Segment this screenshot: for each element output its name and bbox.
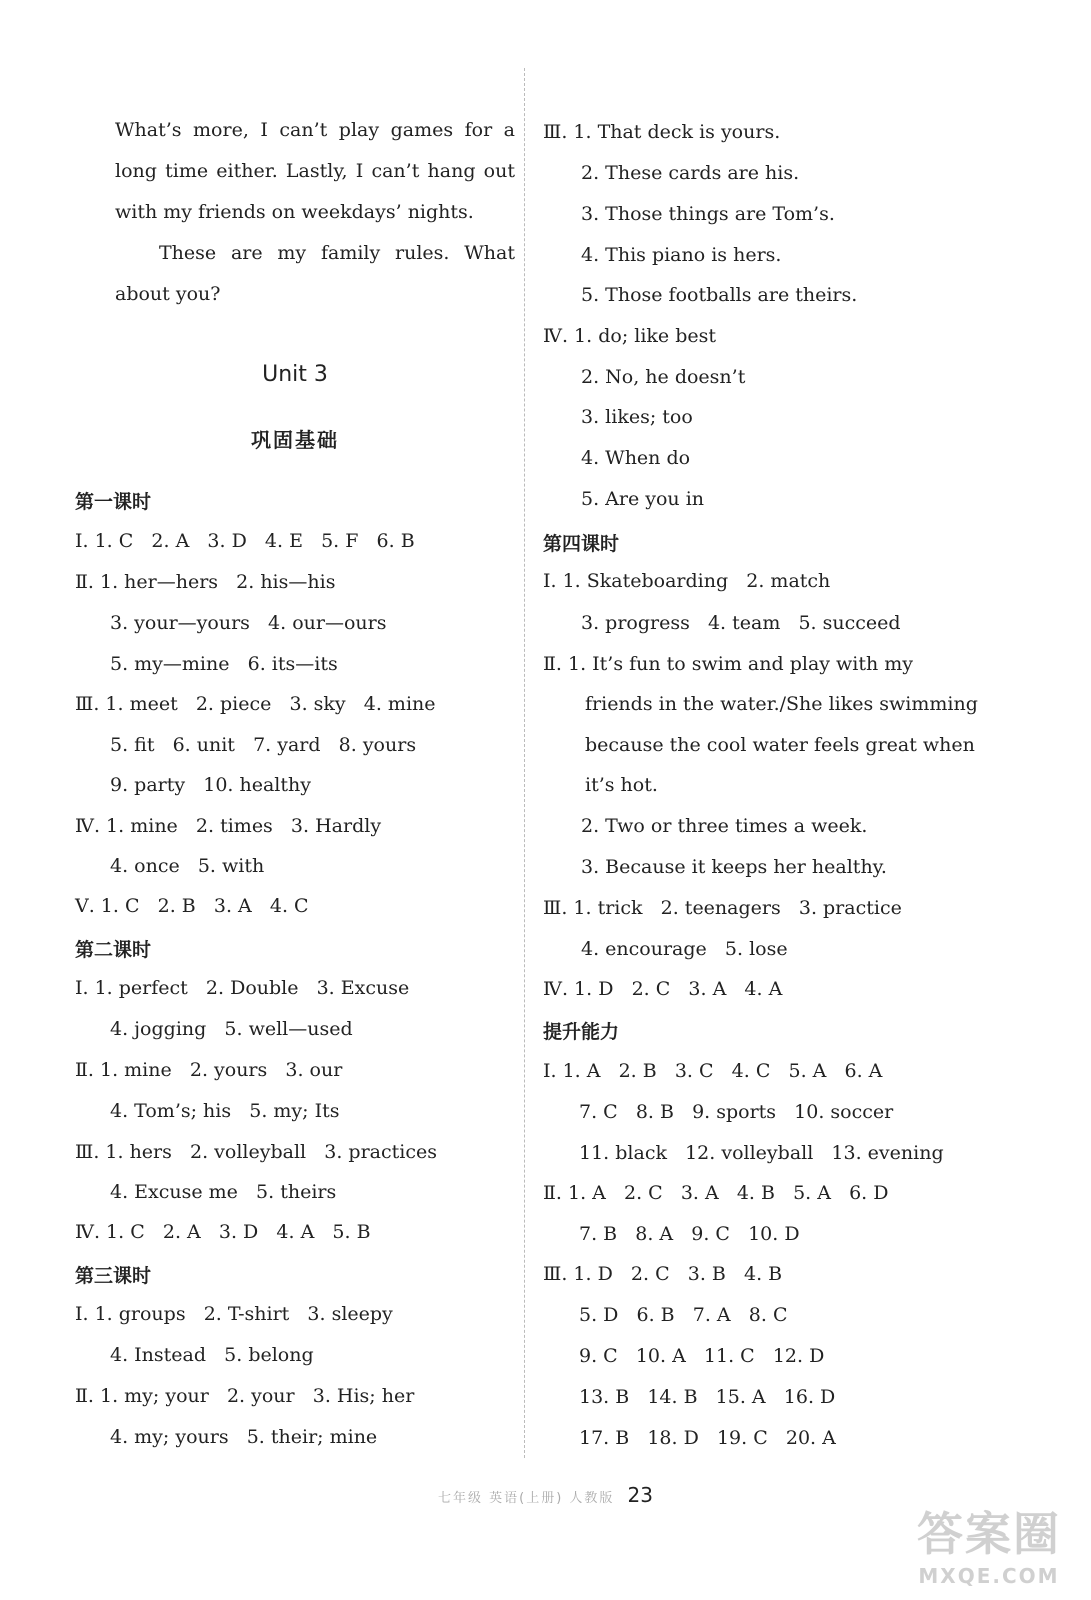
book-info: 七年级 英语(上册) 人教版: [438, 1491, 615, 1506]
essay-ending: [115, 110, 515, 315]
answer-line: Ⅰ. 1. Skateboarding 2. match: [543, 570, 831, 592]
lesson-1-title: 第一课时: [75, 491, 152, 513]
answer-line: 2. Two or three times a week.: [581, 815, 868, 837]
answer-line: 7. B 8. A 9. C 10. D: [579, 1223, 800, 1245]
watermark-url: MXQE.COM: [918, 1564, 1060, 1588]
answer-line: 5. fit 6. unit 7. yard 8. yours: [110, 734, 417, 756]
answer-line: 3. progress 4. team 5. succeed: [581, 612, 901, 634]
answer-line: Ⅱ. 1. my; your 2. your 3. His; her: [75, 1385, 415, 1407]
lesson-4-title: 第四课时: [543, 533, 620, 555]
page-number: 23: [627, 1483, 653, 1507]
answer-line: Ⅳ. 1. mine 2. times 3. Hardly: [75, 815, 382, 837]
answer-line: Ⅳ. 1. D 2. C 3. A 4. A: [543, 978, 783, 1000]
answer-line: 4. encourage 5. lose: [581, 938, 788, 960]
answer-line: because the cool water feels great when: [585, 734, 975, 756]
answer-line: Ⅰ. 1. groups 2. T-shirt 3. sleepy: [75, 1303, 393, 1325]
answer-line: 13. B 14. B 15. A 16. D: [579, 1386, 836, 1408]
answer-line: Ⅲ. 1. trick 2. teenagers 3. practice: [543, 897, 902, 919]
answer-line: it’s hot.: [585, 774, 658, 796]
answer-line: Ⅲ. 1. meet 2. piece 3. sky 4. mine: [75, 693, 436, 715]
answer-line: 7. C 8. B 9. sports 10. soccer: [579, 1101, 894, 1123]
answer-line: 4. once 5. with: [110, 855, 265, 877]
answer-line: 4. jogging 5. well—used: [110, 1018, 353, 1040]
column-divider: [524, 68, 525, 1458]
answer-line: Ⅲ. 1. D 2. C 3. B 4. B: [543, 1263, 783, 1285]
watermark-logo: [917, 1498, 1061, 1588]
answer-line: 4. my; yours 5. their; mine: [110, 1426, 378, 1448]
answer-line: Ⅴ. 1. C 2. B 3. A 4. C: [75, 895, 309, 917]
answer-line: Ⅲ. 1. That deck is yours.: [543, 121, 781, 143]
answer-line: 4. Instead 5. belong: [110, 1344, 314, 1366]
answer-line: 3. your—yours 4. our—ours: [110, 612, 387, 634]
answer-line: Ⅱ. 1. It’s fun to swim and play with my: [543, 653, 914, 675]
answer-line: Ⅰ. 1. perfect 2. Double 3. Excuse: [75, 977, 410, 999]
answer-line: 3. Because it keeps her healthy.: [581, 856, 887, 878]
lesson-3-title: 第三课时: [75, 1265, 152, 1287]
answer-line: Ⅳ. 1. do; like best: [543, 325, 717, 347]
answer-line: friends in the water./She likes swimming: [585, 693, 978, 715]
answer-line: 17. B 18. D 19. C 20. A: [579, 1427, 836, 1449]
lesson-2-title: 第二课时: [75, 939, 152, 961]
answer-line: 5. my—mine 6. its—its: [110, 653, 338, 675]
answer-line: 9. party 10. healthy: [110, 774, 311, 796]
unit-title: Unit 3: [262, 362, 328, 387]
essay-paragraph-2: These are my family rules. What about you?: [115, 242, 515, 305]
answer-line: Ⅰ. 1. C 2. A 3. D 4. E 5. F 6. B: [75, 530, 415, 552]
watermark-text: 答案圈: [917, 1507, 1061, 1561]
answer-line: 3. Those things are Tom’s.: [581, 203, 835, 225]
essay-paragraph-1: What’s more, I can’t play games for a long time either. Lastly, I can’t hang out with my friends on weekdays’ nights.: [115, 119, 515, 223]
answer-line: 2. No, he doesn’t: [581, 366, 746, 388]
answer-line: Ⅰ. 1. A 2. B 3. C 4. C 5. A 6. A: [543, 1060, 883, 1082]
answer-line: 5. D 6. B 7. A 8. C: [579, 1304, 788, 1326]
answer-line: 4. This piano is hers.: [581, 244, 782, 266]
answer-line: Ⅳ. 1. C 2. A 3. D 4. A 5. B: [75, 1221, 371, 1243]
answer-line: 2. These cards are his.: [581, 162, 800, 184]
answer-line: Ⅱ. 1. her—hers 2. his—his: [75, 571, 336, 593]
section-title-consolidate: 巩固基础: [251, 428, 339, 452]
answer-line: 9. C 10. A 11. C 12. D: [579, 1345, 825, 1367]
answer-line: 4. Excuse me 5. theirs: [110, 1181, 337, 1203]
answer-line: Ⅱ. 1. mine 2. yours 3. our: [75, 1059, 343, 1081]
answer-line: 3. likes; too: [581, 406, 693, 428]
answer-line: Ⅱ. 1. A 2. C 3. A 4. B 5. A 6. D: [543, 1182, 889, 1204]
answer-line: 4. Tom’s; his 5. my; Its: [110, 1100, 340, 1122]
answer-line: Ⅲ. 1. hers 2. volleyball 3. practices: [75, 1141, 437, 1163]
answer-line: 5. Are you in: [581, 488, 705, 510]
answer-line: 11. black 12. volleyball 13. evening: [579, 1142, 944, 1164]
answer-line: 5. Those footballs are theirs.: [581, 284, 858, 306]
answer-line: 4. When do: [581, 447, 691, 469]
improve-ability-title: 提升能力: [543, 1021, 620, 1043]
